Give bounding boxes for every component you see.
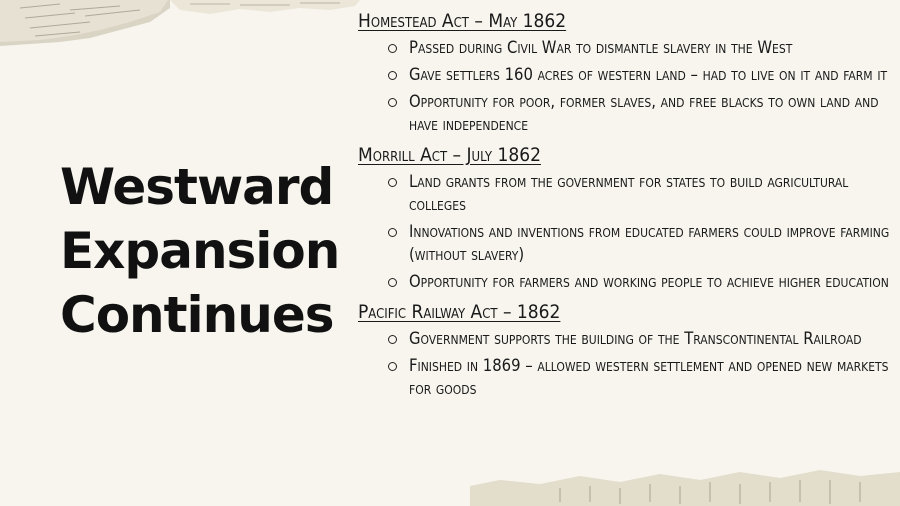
section-pacific-railway-act xyxy=(358,299,893,400)
bullet-text: Gave settlers 160 acres of western land – had to live on it and farm it xyxy=(409,65,888,84)
list-item xyxy=(388,270,893,293)
slide-content xyxy=(358,8,893,406)
section-morrill-act xyxy=(358,142,893,293)
torn-paper-bottom-decoration xyxy=(0,466,900,506)
bullet-list xyxy=(358,170,893,293)
bullet-circle-icon xyxy=(388,178,397,187)
bullet-text: Opportunity for poor, former slaves, and free blacks to own land and have independence xyxy=(409,92,879,134)
section-homestead-act xyxy=(358,8,893,136)
list-item xyxy=(388,63,893,86)
bullet-text: Passed during Civil War to dismantle slavery in the West xyxy=(409,38,793,57)
bullet-list xyxy=(358,327,893,400)
bullet-circle-icon xyxy=(388,278,397,287)
title-line-2: Expansion xyxy=(60,222,340,280)
bullet-circle-icon xyxy=(388,335,397,344)
bullet-circle-icon xyxy=(388,362,397,371)
list-item xyxy=(388,170,893,216)
list-item xyxy=(388,90,893,136)
list-item xyxy=(388,354,893,400)
bullet-list xyxy=(358,36,893,136)
bullet-circle-icon xyxy=(388,228,397,237)
slide-title xyxy=(60,155,340,347)
list-item xyxy=(388,36,893,59)
section-heading: Pacific Railway Act – 1862 xyxy=(358,301,561,323)
section-heading: Morrill Act – July 1862 xyxy=(358,144,541,166)
section-heading: Homestead Act – May 1862 xyxy=(358,10,567,32)
list-item xyxy=(388,327,893,350)
bullet-circle-icon xyxy=(388,98,397,107)
list-item xyxy=(388,220,893,266)
bullet-text: Finished in 1869 – allowed western settlement and opened new markets for goods xyxy=(409,356,889,398)
bullet-text: Innovations and inventions from educated farmers could improve farming (without slavery) xyxy=(409,222,890,264)
bullet-text: Government supports the building of the Transcontinental Railroad xyxy=(409,329,862,348)
title-line-3: Continues xyxy=(60,286,334,344)
title-line-1: Westward xyxy=(60,158,334,216)
bullet-text: Opportunity for farmers and working people to achieve higher education xyxy=(409,272,889,291)
bullet-circle-icon xyxy=(388,44,397,53)
bullet-circle-icon xyxy=(388,71,397,80)
bullet-text: Land grants from the government for states to build agricultural colleges xyxy=(409,172,849,214)
